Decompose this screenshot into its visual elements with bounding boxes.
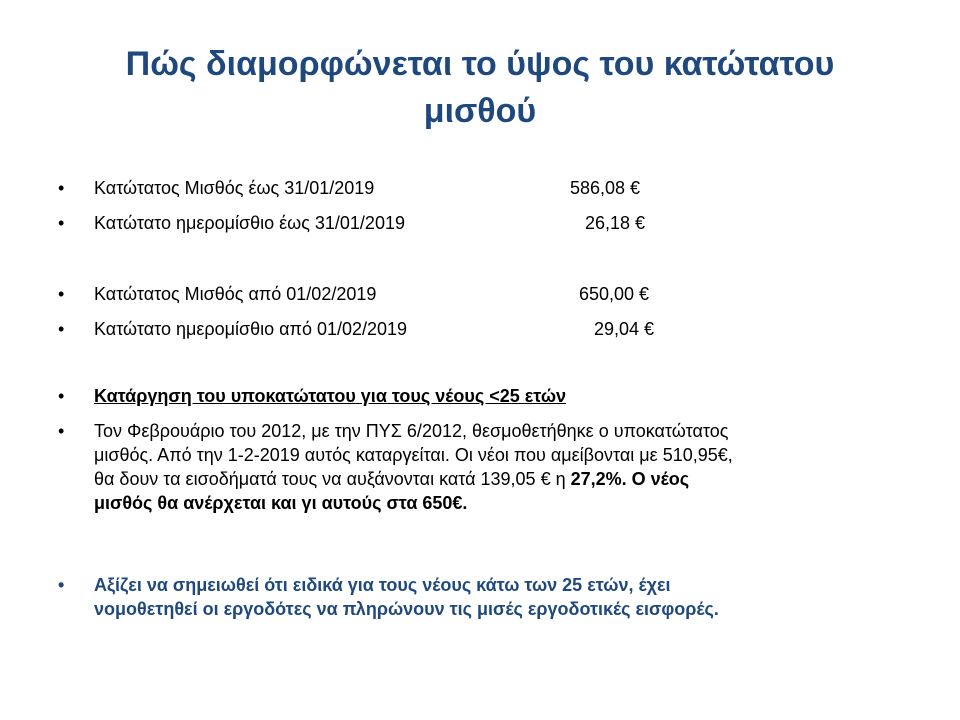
row-amount: 650,00 € bbox=[579, 284, 650, 304]
bullet-icon: • bbox=[58, 319, 65, 339]
bullet-icon: • bbox=[58, 284, 65, 304]
slide-title-line-1: Πώς διαμορφώνεται το ύψος του κατώτατου bbox=[125, 45, 835, 83]
slide-title-line-2: μισθού bbox=[423, 92, 537, 130]
bullet-icon: • bbox=[58, 213, 65, 233]
abolition-heading: Κατάργηση του υποκατώτατου για τους νέους <25 ετών bbox=[94, 386, 567, 406]
paragraph-line-3-text: θα δουν τα εισοδήματά τους να αυξάνονται κατά 139,05 € η bbox=[94, 469, 571, 489]
note-line-2: νομοθετηθεί οι εργοδότες να πληρώνουν τις μισές εργοδοτικές εισφορές. bbox=[94, 599, 719, 619]
row-amount: 26,18 € bbox=[585, 213, 646, 233]
paragraph-increase-percent: 27,2%. Ο νέος bbox=[570, 469, 690, 489]
paragraph-line-3 bbox=[94, 467, 894, 491]
paragraph-line-4: μισθός θα ανέρχεται και γι αυτούς στα 650€. bbox=[94, 493, 468, 513]
paragraph-line-1: Τον Φεβρουάριο του 2012, με την ΠΥΣ 6/2012, θεσμοθετήθηκε ο υποκατώτατος bbox=[94, 421, 729, 441]
row-label: Κατώτατος Μισθός έως 31/01/2019 bbox=[94, 178, 375, 198]
slide-title bbox=[40, 41, 920, 135]
row-label: Κατώτατο ημερομίσθιο έως 31/01/2019 bbox=[94, 213, 405, 233]
subminimum-paragraph bbox=[94, 419, 894, 515]
row-label: Κατώτατος Μισθός από 01/02/2019 bbox=[94, 284, 377, 304]
bullet-icon: • bbox=[58, 178, 65, 198]
row-amount: 29,04 € bbox=[594, 319, 655, 339]
paragraph-line-2: μισθός. Από την 1-2-2019 αυτός καταργείται. Οι νέοι που αμείβονται με 510,95€, bbox=[94, 445, 733, 465]
bullet-icon: • bbox=[58, 575, 65, 595]
note-line-1: Αξίζει να σημειωθεί ότι ειδικά για τους νέους κάτω των 25 ετών, έχει bbox=[94, 575, 671, 595]
employer-contributions-note bbox=[94, 573, 894, 621]
row-amount: 586,08 € bbox=[570, 178, 641, 198]
bullet-icon: • bbox=[58, 386, 65, 406]
bullet-icon: • bbox=[58, 421, 65, 441]
row-label: Κατώτατο ημερομίσθιο από 01/02/2019 bbox=[94, 319, 408, 339]
